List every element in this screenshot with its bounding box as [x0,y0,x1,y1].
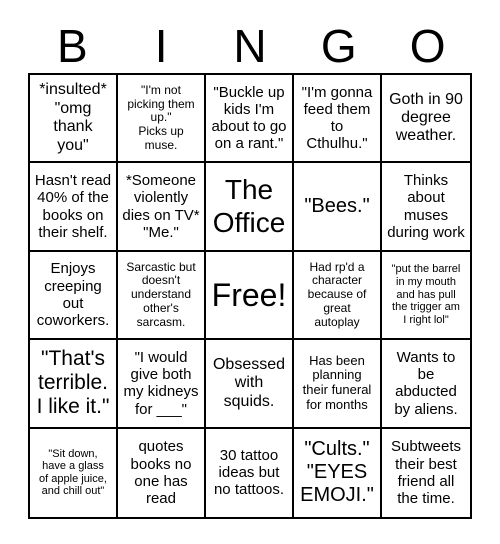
bingo-cell[interactable]: 30 tattoo ideas but no tattoos. [206,429,294,517]
header-letter-i: I [154,20,168,72]
bingo-cell[interactable]: Obsessed with squids. [206,340,294,428]
header-letter-g: G [320,20,357,72]
bingo-cell[interactable]: "I'm gonna feed them to Cthulhu." [294,75,382,163]
bingo-grid [28,73,472,519]
bingo-cell[interactable]: "put the barrel in my mouth and has pull the trigger am I right lol" [382,252,470,340]
bingo-cell[interactable]: *insulted* "omg thank you" [30,75,118,163]
bingo-cell[interactable]: "That's terrible. I like it." [30,340,118,428]
bingo-cell[interactable]: Subtweets their best friend all the time. [390,438,462,508]
bingo-cell[interactable]: Thinks about muses during work [382,163,470,251]
bingo-cell[interactable]: Has been planning their funeral for months [294,340,382,428]
bingo-cell[interactable]: Goth in 90 degree weather. [382,75,470,163]
bingo-cell[interactable]: "Cults." "EYES EMOJI." [294,429,382,517]
bingo-cell[interactable]: The Office [206,163,294,251]
header-letter-o: O [409,20,446,72]
bingo-cell[interactable]: Sarcastic but doesn't understand other's sarcasm. [118,252,206,340]
bingo-cell[interactable]: quotes books no one has read [118,429,206,517]
bingo-cell[interactable]: *Someone violently dies on TV* "Me." [118,163,206,251]
bingo-cell[interactable]: "Buckle up kids I'm about to go on a rant." [206,75,294,163]
bingo-cell[interactable]: "Sit down, have a glass of apple juice, and chill out" [30,429,118,517]
bingo-header [28,20,472,72]
header-letter-n: N [233,20,267,72]
bingo-cell[interactable]: Wants to be abducted by aliens. [382,340,470,428]
bingo-cell[interactable]: "Bees." [294,163,382,251]
bingo-cell[interactable]: Enjoys creeping out coworkers. [30,252,118,340]
bingo-cell[interactable]: Had rp'd a character because of great autoplay [294,252,382,340]
bingo-cell[interactable]: "I would give both my kidneys for ___" [118,340,206,428]
header-letter-b: B [57,20,88,72]
bingo-cell[interactable]: "I'm not picking them up." Picks up muse. [118,75,206,163]
bingo-cell[interactable]: Hasn't read 40% of the books on their shelf. [30,163,118,251]
free-space[interactable]: Free! [206,252,294,340]
